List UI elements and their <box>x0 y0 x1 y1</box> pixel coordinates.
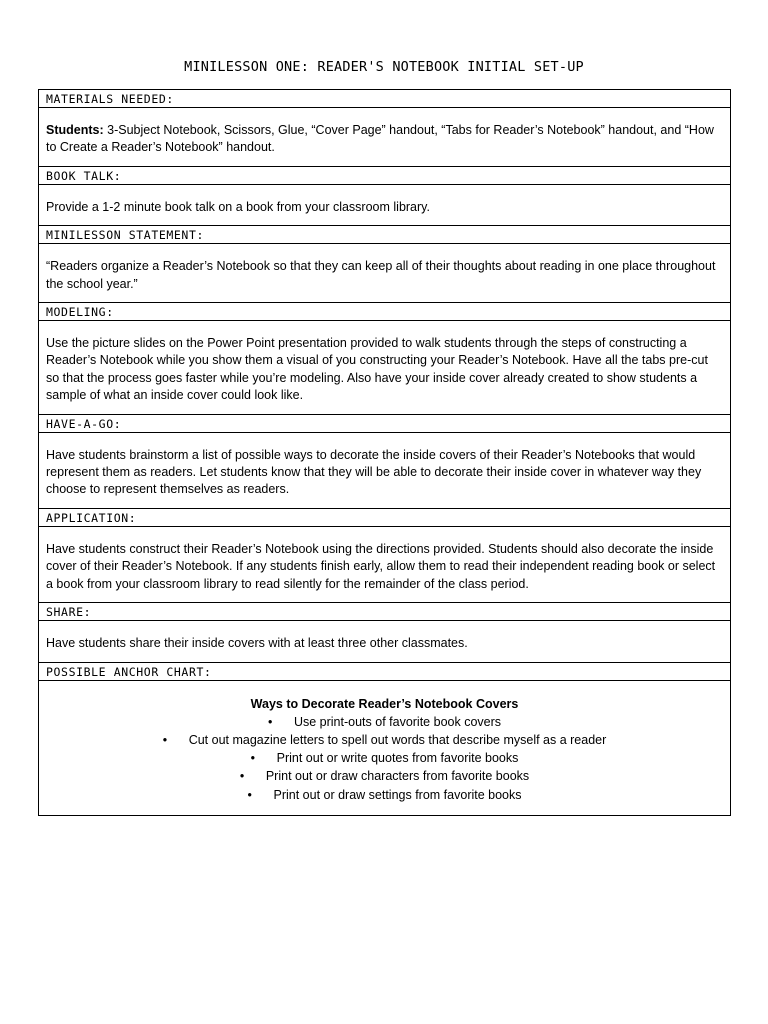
application-text: Have students construct their Reader’s Notebook using the directions provided. Students should also decorate the inside cover of their Reader’s Notebook. If any students finish early, allow them to read their independent reading book or select a book from your classroom library to read silently for the remainder of the class period. <box>46 541 716 591</box>
have-a-go-body <box>39 432 731 508</box>
share-body <box>39 621 731 662</box>
materials-body <box>39 108 731 167</box>
application-heading: APPLICATION: <box>39 508 731 526</box>
anchor-chart-item: • Use print-outs of favorite book covers <box>48 713 721 731</box>
modeling-body <box>39 321 731 415</box>
page-title: MINILESSON ONE: READER'S NOTEBOOK INITIAL SET-UP <box>184 59 584 76</box>
lesson-plan-table <box>38 89 731 816</box>
application-body <box>39 526 731 602</box>
share-text: Have students share their inside covers with at least three other classmates. <box>46 636 468 651</box>
students-label: Students: <box>46 123 104 137</box>
materials-text <box>46 122 721 157</box>
have-a-go-heading: HAVE-A-GO: <box>39 414 731 432</box>
book-talk-heading: BOOK TALK: <box>39 166 731 184</box>
book-talk-body <box>39 184 731 225</box>
book-talk-text: Provide a 1-2 minute book talk on a book from your classroom library. <box>46 199 430 214</box>
share-heading: SHARE: <box>39 603 731 621</box>
modeling-text: Use the picture slides on the Power Point presentation provided to walk students through the steps of constructing a Reader’s Notebook while you show them a visual of you constructing your Reader’s Notebook. Have all the tabs pre-cut so that the process goes faster while you’re modeling. Also have your inside cover already created to show students a sample of what an inside cover could look like. <box>46 336 708 403</box>
materials-list-text: 3-Subject Notebook, Scissors, Glue, “Cover Page” handout, “Tabs for Reader’s Notebook” handout, and “How to Create a Reader’s Notebook” handout. <box>46 123 714 155</box>
minilesson-statement-text: “Readers organize a Reader’s Notebook so that they can keep all of their thoughts about reading in one place throughout the school year.” <box>46 259 716 291</box>
materials-heading: MATERIALS NEEDED: <box>39 90 731 108</box>
anchor-chart-list <box>48 713 721 804</box>
anchor-chart-body <box>39 680 731 815</box>
anchor-chart-item: • Print out or write quotes from favorite books <box>48 749 721 767</box>
modeling-heading: MODELING: <box>39 303 731 321</box>
anchor-chart-item: • Print out or draw characters from favorite books <box>48 767 721 785</box>
anchor-chart-title: Ways to Decorate Reader’s Notebook Covers <box>250 696 519 711</box>
anchor-chart-item: • Print out or draw settings from favorite books <box>48 786 721 804</box>
minilesson-statement-heading: MINILESSON STATEMENT: <box>39 226 731 244</box>
minilesson-statement-body <box>39 244 731 303</box>
have-a-go-text: Have students brainstorm a list of possible ways to decorate the inside covers of their Reader’s Notebooks that would represent them as readers. Let students know that they will be able to decorate their inside cover in whatever way they choose to represent themselves as readers. <box>46 447 702 497</box>
anchor-chart-heading: POSSIBLE ANCHOR CHART: <box>39 662 731 680</box>
anchor-chart-item: • Cut out magazine letters to spell out words that describe myself as a reader <box>48 731 721 749</box>
